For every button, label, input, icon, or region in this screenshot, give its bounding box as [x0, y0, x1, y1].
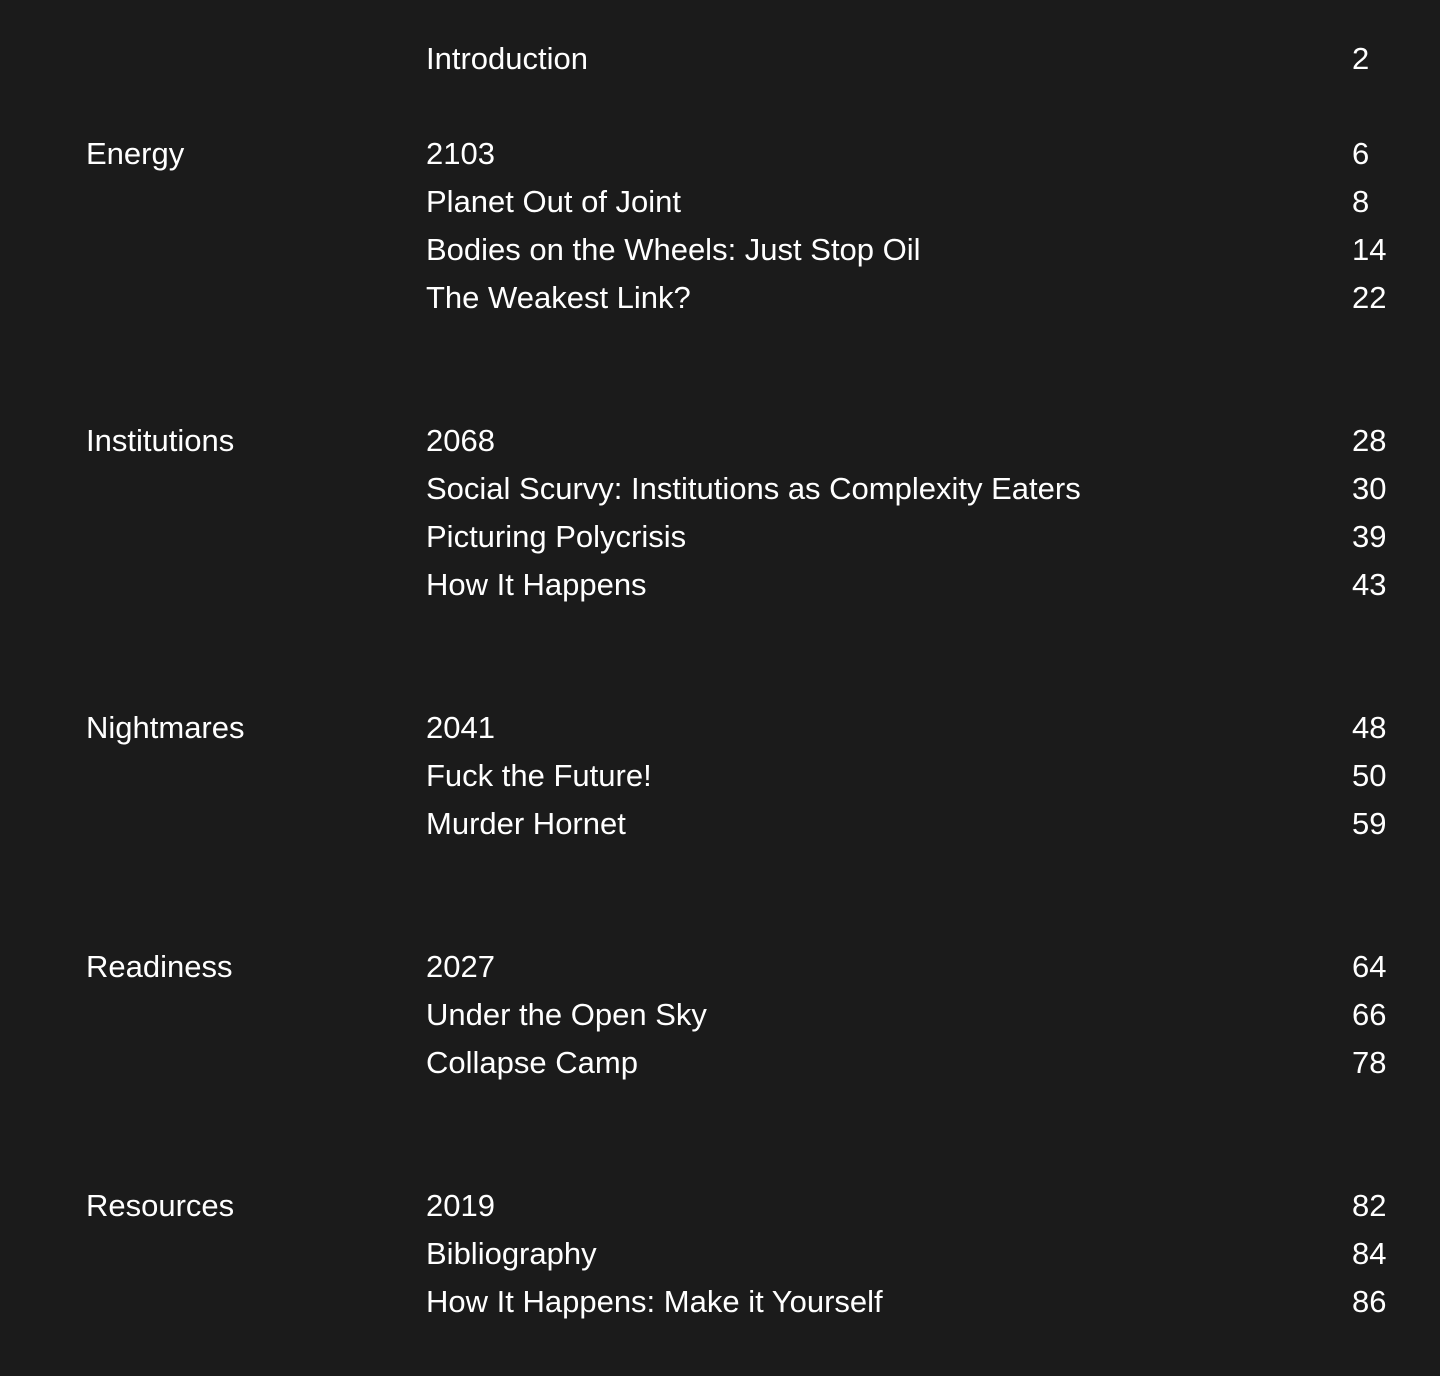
section-title: Institutions: [86, 423, 235, 458]
entry-title: 2027: [426, 949, 495, 984]
entry-page-number: 22: [1352, 280, 1387, 315]
toc-entry[interactable]: [0, 226, 1440, 274]
toc-entry[interactable]: [0, 991, 1440, 1039]
entry-page-number: 82: [1352, 1188, 1387, 1223]
entry-title: Murder Hornet: [426, 806, 626, 841]
section-title: Readiness: [86, 949, 233, 984]
section-title: Energy: [86, 136, 185, 171]
entry-page-number: 59: [1352, 806, 1387, 841]
toc-section-resources: [0, 1182, 1440, 1326]
entry-title: Social Scurvy: Institutions as Complexity Eaters: [426, 471, 1081, 506]
entry-title: Picturing Polycrisis: [426, 519, 687, 554]
toc-entry[interactable]: [0, 1182, 1440, 1230]
entry-title: Under the Open Sky: [426, 997, 707, 1032]
entry-page-number: 2: [1352, 41, 1370, 76]
toc-entry[interactable]: [0, 943, 1440, 991]
entry-title: Planet Out of Joint: [426, 184, 682, 219]
toc-entry[interactable]: [0, 130, 1440, 178]
entry-title: 2041: [426, 710, 495, 745]
toc-entry[interactable]: [0, 513, 1440, 561]
toc-entry[interactable]: [0, 561, 1440, 609]
entry-page-number: 66: [1352, 997, 1387, 1032]
table-of-contents: [0, 35, 1440, 1326]
entry-title: The Weakest Link?: [426, 280, 691, 315]
toc-section-nightmares: [0, 704, 1440, 848]
toc-entry[interactable]: [0, 465, 1440, 513]
entry-title: 2019: [426, 1188, 495, 1223]
entry-page-number: 8: [1352, 184, 1370, 219]
toc-entry[interactable]: [0, 800, 1440, 848]
entry-title: How It Happens: Make it Yourself: [426, 1284, 883, 1319]
toc-entry[interactable]: [0, 178, 1440, 226]
section-title: Nightmares: [86, 710, 245, 745]
entry-page-number: 6: [1352, 136, 1370, 171]
toc-section-readiness: [0, 943, 1440, 1087]
section-title: Resources: [86, 1188, 235, 1223]
toc-section-energy: [0, 130, 1440, 322]
entry-page-number: 64: [1352, 949, 1387, 984]
entry-page-number: 43: [1352, 567, 1387, 602]
entry-page-number: 78: [1352, 1045, 1387, 1080]
entry-title: Introduction: [426, 41, 588, 76]
entry-title: 2103: [426, 136, 495, 171]
entry-title: Fuck the Future!: [426, 758, 652, 793]
entry-page-number: 84: [1352, 1236, 1387, 1271]
toc-entry[interactable]: [0, 1230, 1440, 1278]
entry-title: Collapse Camp: [426, 1045, 638, 1080]
entry-page-number: 30: [1352, 471, 1387, 506]
entry-page-number: 39: [1352, 519, 1387, 554]
toc-entry[interactable]: [0, 274, 1440, 322]
entry-title: Bodies on the Wheels: Just Stop Oil: [426, 232, 921, 267]
entry-title: How It Happens: [426, 567, 647, 602]
toc-section-institutions: [0, 417, 1440, 609]
entry-page-number: 50: [1352, 758, 1387, 793]
entry-page-number: 28: [1352, 423, 1387, 458]
toc-entry[interactable]: [0, 1039, 1440, 1087]
entry-page-number: 48: [1352, 710, 1387, 745]
entry-page-number: 14: [1352, 232, 1387, 267]
entry-title: Bibliography: [426, 1236, 597, 1271]
toc-entry[interactable]: [0, 417, 1440, 465]
entry-page-number: 86: [1352, 1284, 1387, 1319]
toc-entry[interactable]: [0, 704, 1440, 752]
toc-entry-introduction[interactable]: [0, 35, 1440, 83]
entry-title: 2068: [426, 423, 495, 458]
toc-entry[interactable]: [0, 1278, 1440, 1326]
toc-entry[interactable]: [0, 752, 1440, 800]
